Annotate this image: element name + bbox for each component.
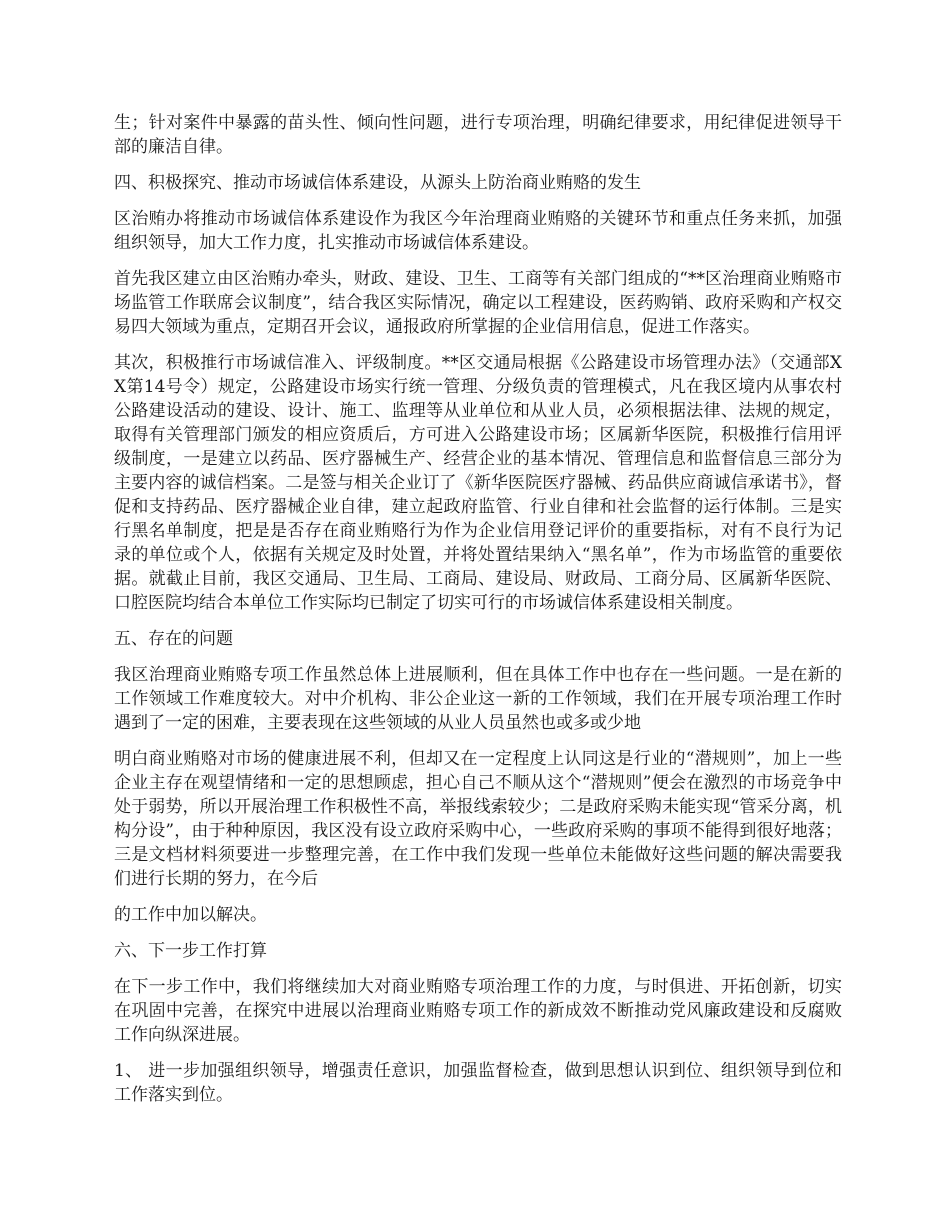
section-heading-6: 六、下一步工作打算 — [114, 941, 267, 961]
section-heading-5: 五、存在的问题 — [114, 629, 233, 649]
list-item: 1、 进一步加强组织领导，增强责任意识，加强监督检查，做到思想认识到位、组织领导到位和工作落实到位。 — [114, 1061, 842, 1105]
paragraph: 明白商业贿赂对市场的健康进展不利，但却又在一定程度上认同这是行业的“潜规则”，加上一些企业主存在观望情绪和一定的思想顾虑，担心自己不顺从这个“潜规则”便会在激烈的市场竞争中处于弱势，所以开展治理工作积极性不高，举报线索较少；二是政府采购未能实现“管采分离，机构分设”，由于种种原因，我区没有设立政府采购中心，一些政府采购的事项不能得到很好地落；三是文档材料须要进一步整理完善，在工作中我们发现一些单位未能做好这些问题的解决需要我们进行长期的努力，在今后 — [114, 749, 842, 889]
paragraph: 的工作中加以解决。 — [114, 905, 267, 925]
paragraph: 其次，积极推行市场诚信准入、评级制度。**区交通局根据《公路建设市场管理办法》（交通部XX第14号令）规定，公路建设市场实行统一管理、分级负责的管理模式，凡在我区境内从事农村公路建设活动的建设、设计、施工、监理等从业单位和从业人员，必须根据法律、法规的规定，取得有关管理部门颁发的相应资质后，方可进入公路建设市场；区属新华医院，积极推行信用评级制度，一是建立以药品、医疗器械生产、经营企业的基本情况、管理信息和监督信息三部分为主要内容的诚信档案。二是签与相关企业订了《新华医院医疗器械、药品供应商诚信承诺书》，督促和支持药品、医疗器械企业自律，建立起政府监管、行业自律和社会监督的运行体制。三是实行黑名单制度，把是是否存在商业贿赂行为作为企业信用登记评价的重要指标，对有不良行为记录的单位或个人，依据有关规定及时处置，并将处置结果纳入“黑名单”，作为市场监管的重要依据。就截止目前，我区交通局、卫生局、工商局、建设局、财政局、工商分局、区属新华医院、口腔医院均结合本单位工作实际均已制定了切实可行的市场诚信体系建设相关制度。 — [114, 353, 842, 613]
paragraph: 在下一步工作中，我们将继续加大对商业贿赂专项治理工作的力度，与时俱进、开拓创新，切实在巩固中完善，在探究中进展以治理商业贿赂专项工作的新成效不断推动党风廉政建设和反腐败工作向纵深进展。 — [114, 977, 842, 1045]
paragraph: 首先我区建立由区治贿办牵头，财政、建设、卫生、工商等有关部门组成的“**区治理商业贿赂市场监管工作联席会议制度”，结合我区实际情况，确定以工程建设，医药购销、政府采购和产权交易四大领域为重点，定期召开会议，通报政府所掌握的企业信用信息，促进工作落实。 — [114, 269, 842, 337]
paragraph: 区治贿办将推动市场诚信体系建设作为我区今年治理商业贿赂的关键环节和重点任务来抓，加强组织领导，加大工作力度，扎实推动市场诚信体系建设。 — [114, 209, 842, 253]
section-heading-4: 四、积极探究、推动市场诚信体系建设，从源头上防治商业贿赂的发生 — [114, 173, 641, 193]
document-page — [114, 111, 842, 1119]
paragraph-continuation: 生；针对案件中暴露的苗头性、倾向性问题，进行专项治理，明确纪律要求，用纪律促进领导干部的廉洁自律。 — [114, 113, 842, 157]
paragraph: 我区治理商业贿赂专项工作虽然总体上进展顺利，但在具体工作中也存在一些问题。一是在新的工作领域工作难度较大。对中介机构、非公企业这一新的工作领域，我们在开展专项治理工作时遇到了一定的困难，主要表现在这些领域的从业人员虽然也或多或少地 — [114, 665, 842, 733]
